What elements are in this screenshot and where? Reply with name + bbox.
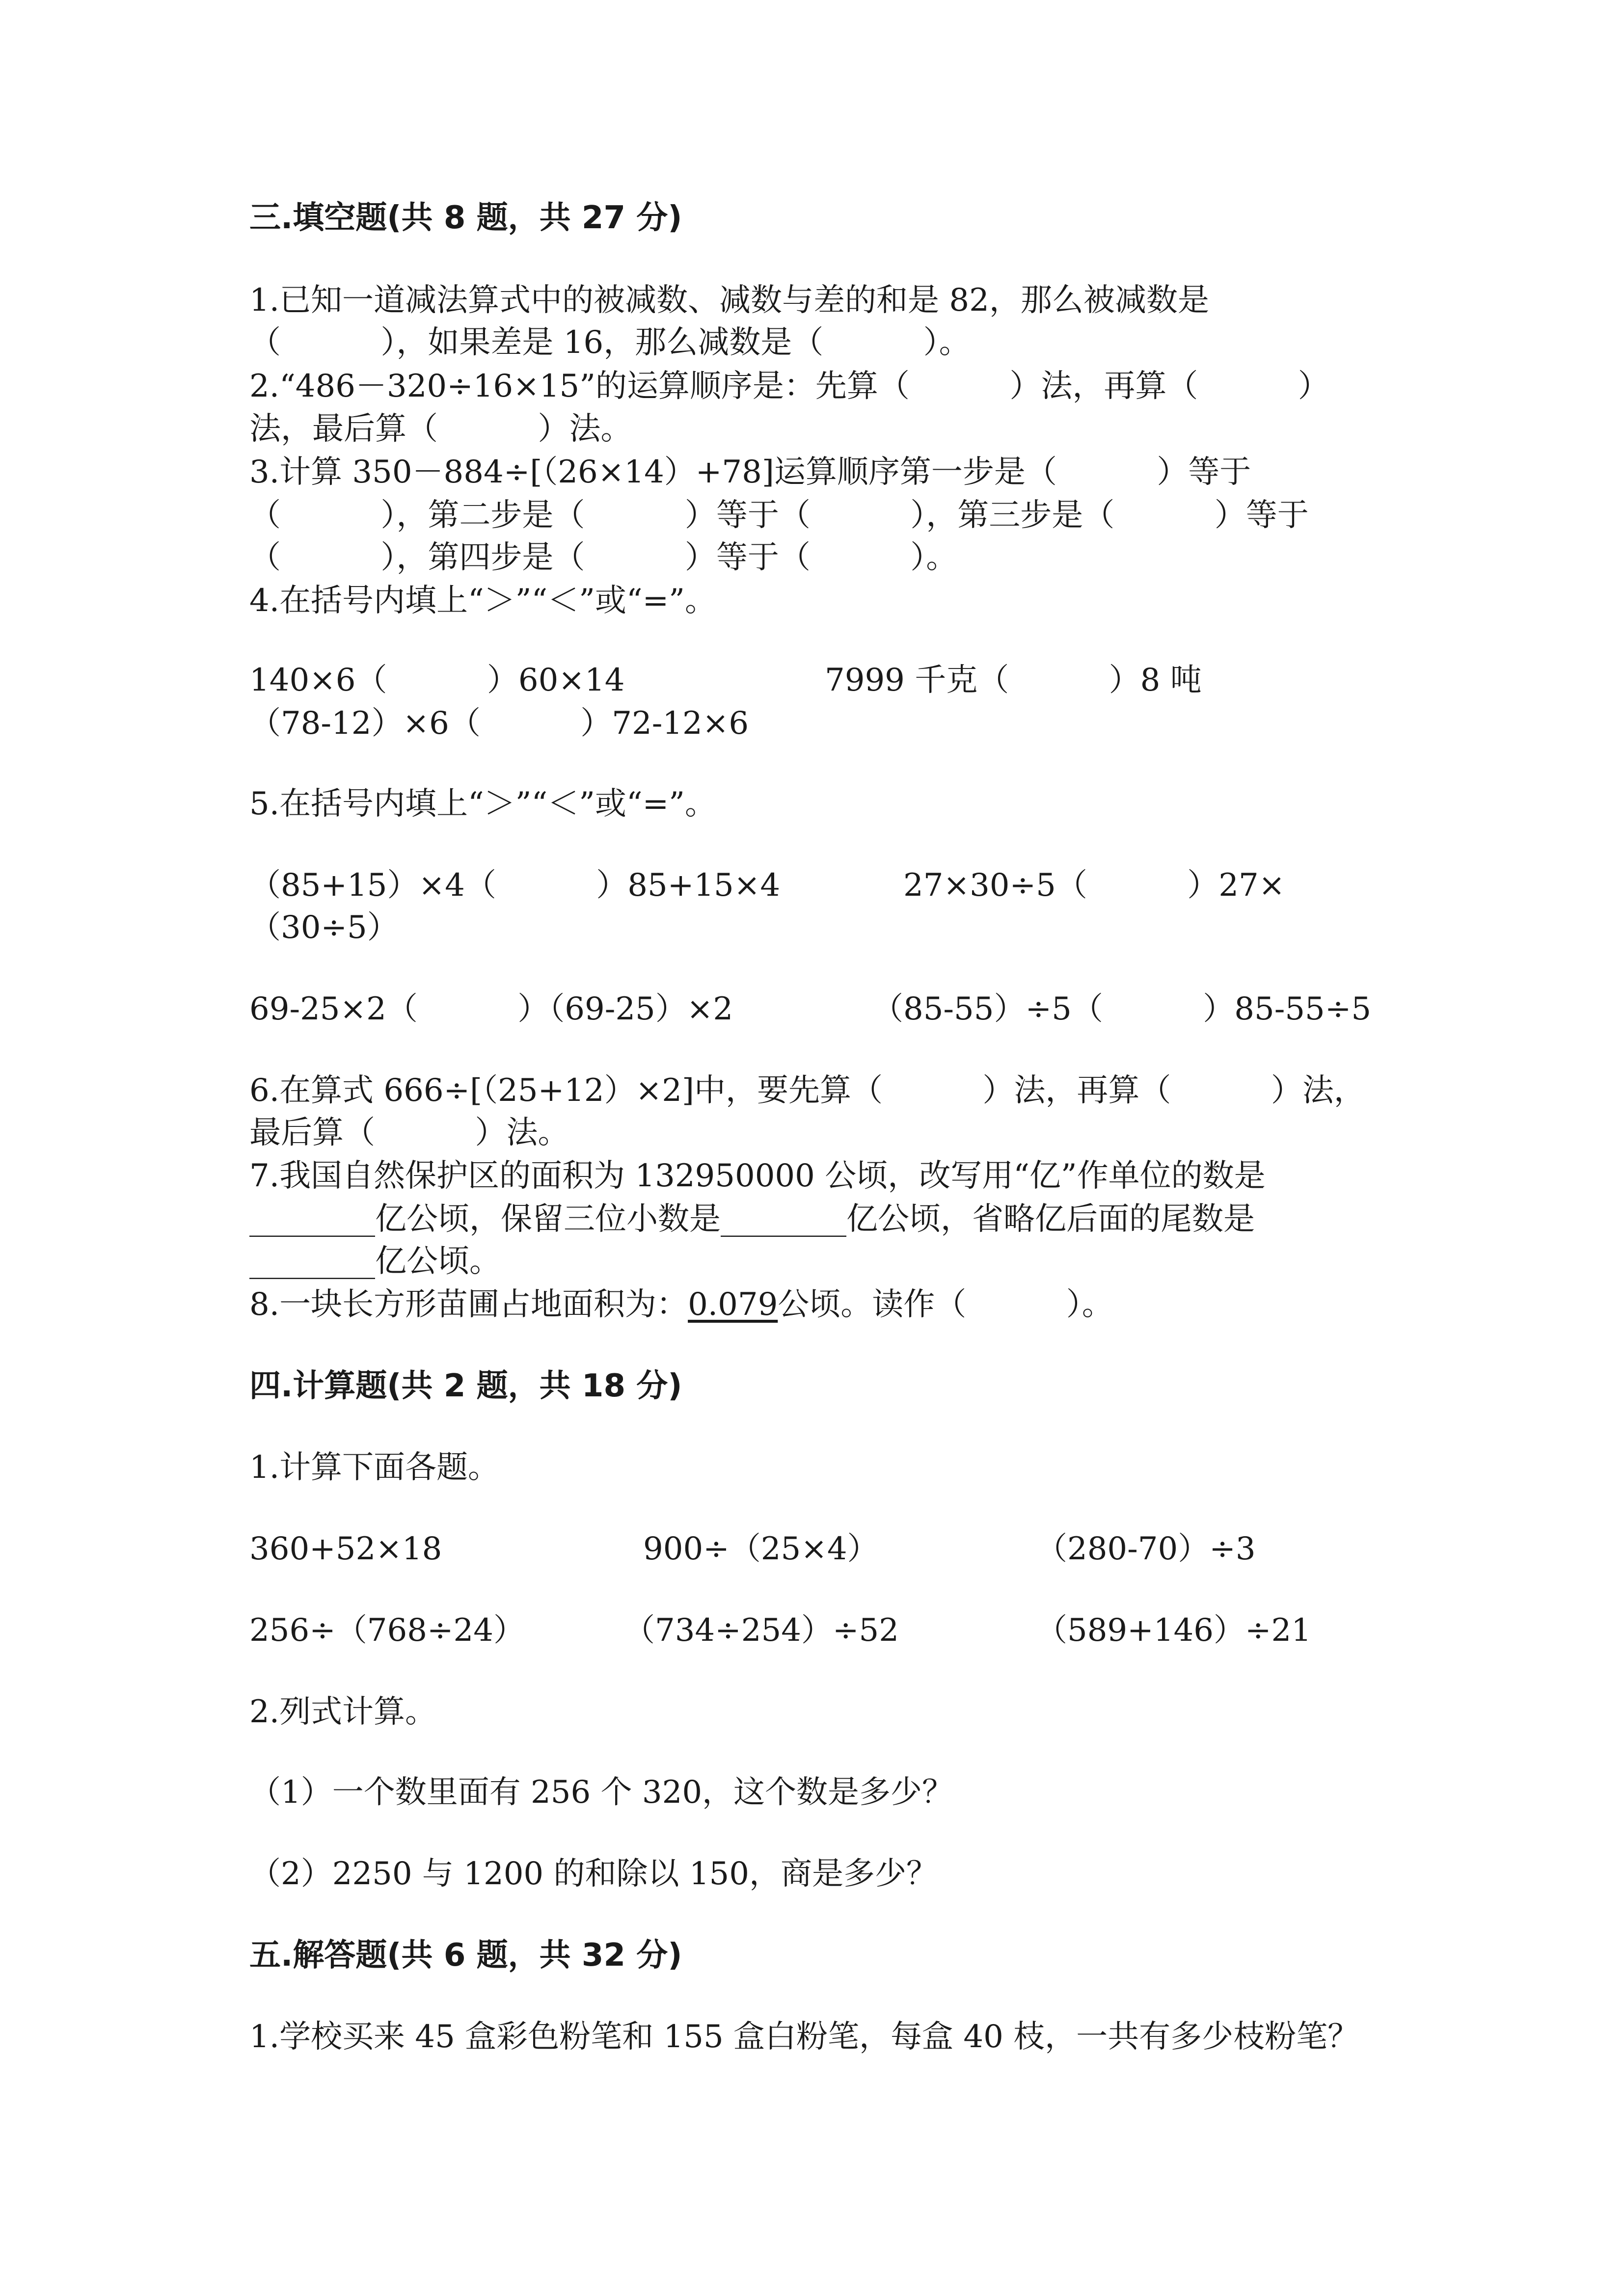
expression: 360+52×18 xyxy=(249,1531,442,1567)
question-text: 法，最后算（ ）法。 xyxy=(249,411,632,447)
section-title-fill-blank: 三.填空题(共 8 题，共 27 分) xyxy=(249,200,682,236)
compare-item: 27×30÷5（ ）27× xyxy=(903,867,1285,904)
question-text: 1.计算下面各题。 xyxy=(249,1449,500,1486)
question-text: 3.计算 350－884÷[（26×14）+78]运算顺序第一步是（ ）等于 xyxy=(249,454,1251,490)
question-text: （1）一个数里面有 256 个 320，这个数是多少？ xyxy=(249,1774,954,1811)
expression: 900÷（25×4） xyxy=(643,1531,879,1567)
question-text: 2.列式计算。 xyxy=(249,1694,437,1730)
question-text: 2.“486－320÷16×15”的运算顺序是：先算（ ）法，再算（ ） xyxy=(249,368,1329,404)
expression: （734÷254）÷52 xyxy=(623,1612,899,1649)
expression: 256÷（768÷24） xyxy=(249,1612,525,1649)
question-text: 1.学校买来 45 盒彩色粉笔和 155 盒白粉笔，每盒 40 枝，一共有多少枝粉笔？ xyxy=(249,2019,1359,2055)
question-text: 6.在算式 666÷[（25+12）×2]中，要先算（ ）法，再算（ ）法， xyxy=(249,1072,1365,1109)
compare-item: 69-25×2（ ）（69-25）×2 xyxy=(249,991,733,1027)
question-8 xyxy=(249,1285,1113,1324)
question-text: ________亿公顷。 xyxy=(249,1243,501,1280)
question-text: （2）2250 与 1200 的和除以 150，商是多少？ xyxy=(249,1856,938,1892)
section-title-calculation: 四.计算题(共 2 题，共 18 分) xyxy=(249,1368,682,1404)
compare-item: （78-12）×6（ ）72-12×6 xyxy=(249,705,749,742)
expression: （589+146）÷21 xyxy=(1036,1612,1311,1649)
question-text: 1.已知一道减法算式中的被减数、减数与差的和是 82，那么被减数是 xyxy=(249,282,1209,319)
compare-item-continued: （30÷5） xyxy=(249,909,399,946)
compare-item: 140×6（ ）60×14 xyxy=(249,662,625,698)
question-text: （ ），第四步是（ ）等于（ ）。 xyxy=(249,539,958,576)
section-title-word-problems: 五.解答题(共 6 题，共 32 分) xyxy=(249,1937,682,1974)
question-text: 公顷。读作（ ）。 xyxy=(778,1286,1113,1323)
compare-item: （85-55）÷5（ ）85-55÷5 xyxy=(872,991,1372,1027)
underlined-number: 0.079 xyxy=(688,1286,778,1323)
question-text: （ ），如果差是 16，那么减数是（ ）。 xyxy=(249,324,971,361)
question-text: （ ），第二步是（ ）等于（ ），第三步是（ ）等于 xyxy=(249,497,1309,534)
question-text: 4.在括号内填上“＞”“＜”或“=”。 xyxy=(249,583,716,619)
question-text: 7.我国自然保护区的面积为 132950000 公顷，改写用“亿”作单位的数是 xyxy=(249,1158,1266,1194)
question-text: 8.一块长方形苗圃占地面积为： xyxy=(249,1286,688,1323)
question-text: 最后算（ ）法。 xyxy=(249,1115,569,1151)
compare-item: 7999 千克（ ）8 吨 xyxy=(825,662,1202,698)
question-text: ________亿公顷，保留三位小数是________亿公顷，省略亿后面的尾数是 xyxy=(249,1201,1255,1237)
compare-item: （85+15）×4（ ）85+15×4 xyxy=(249,867,781,904)
expression: （280-70）÷3 xyxy=(1036,1531,1256,1567)
question-text: 5.在括号内填上“＞”“＜”或“=”。 xyxy=(249,786,716,822)
